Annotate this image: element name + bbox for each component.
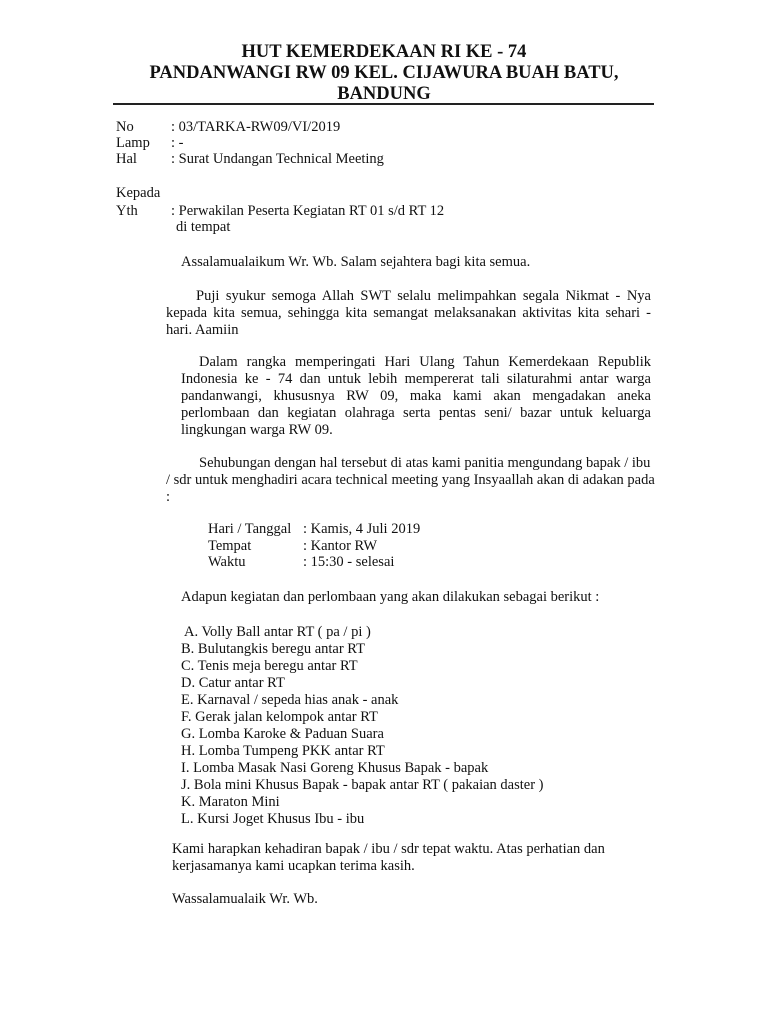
hal-value: : Surat Undangan Technical Meeting: [171, 151, 384, 167]
activities-intro: Adapun kegiatan dan perlombaan yang akan dilakukan sebagai berikut :: [181, 589, 600, 605]
header-line-1: HUT KEMERDEKAAN RI KE - 74: [241, 42, 527, 62]
lamp-value: : -: [171, 135, 184, 151]
paragraph-3: Sehubungan dengan hal tersebut di atas kami panitia mengundang bapak / ibu / sdr untuk menghadiri acara technical meeting yang Insyaallah akan di adakan pada :: [166, 455, 655, 505]
no-label: No: [116, 119, 134, 135]
hal-label: Hal: [116, 151, 137, 167]
list-item: C. Tenis meja beregu antar RT: [181, 658, 358, 674]
salutation: Wassalamualaik Wr. Wb.: [172, 891, 318, 907]
header-line-2: PANDANWANGI RW 09 KEL. CIJAWURA BUAH BATU,: [149, 63, 619, 83]
list-item: E. Karnaval / sepeda hias anak - anak: [181, 692, 399, 708]
event-place-label: Tempat: [208, 538, 252, 554]
list-item: L. Kursi Joget Khusus Ibu - ibu: [181, 811, 365, 827]
activities-list: [181, 624, 543, 828]
event-time-value: : 15:30 - selesai: [303, 554, 395, 570]
header-divider: [113, 103, 654, 105]
list-item: I. Lomba Masak Nasi Goreng Khusus Bapak - bapak: [181, 760, 489, 776]
list-item: B. Bulutangkis beregu antar RT: [181, 641, 365, 657]
list-item: J. Bola mini Khusus Bapak - bapak antar RT ( pakaian daster ): [181, 777, 544, 793]
event-day-value: : Kamis, 4 Juli 2019: [303, 521, 421, 537]
paragraph-2: Dalam rangka memperingati Hari Ulang Tahun Kemerdekaan Republik Indonesia ke - 74 dan untuk lebih mempererat tali silaturahmi antar warga pandanwangi, khususnya RW 09, maka kami akan mengadakan aneka perlombaan dan kegiatan olahraga serta pentas seni/ bazar untuk keluarga lingkungan warga RW 09.: [181, 354, 651, 438]
lamp-label: Lamp: [116, 135, 150, 151]
list-item: A. Volly Ball antar RT ( pa / pi ): [184, 624, 371, 640]
no-value: : 03/TARKA-RW09/VI/2019: [171, 119, 341, 135]
list-item: H. Lomba Tumpeng PKK antar RT: [181, 743, 385, 759]
yth-value: : Perwakilan Peserta Kegiatan RT 01 s/d RT 12: [171, 203, 445, 219]
list-item: G. Lomba Karoke & Paduan Suara: [181, 726, 384, 742]
event-time-label: Waktu: [208, 554, 246, 570]
event-place-value: : Kantor RW: [303, 538, 378, 554]
list-item: F. Gerak jalan kelompok antar RT: [181, 709, 378, 725]
kepada-label: Kepada: [116, 185, 161, 201]
greeting: Assalamualaikum Wr. Wb. Salam sejahtera bagi kita semua.: [181, 254, 531, 270]
yth-label: Yth: [116, 203, 138, 219]
list-item: K. Maraton Mini: [181, 794, 280, 810]
closing-paragraph: Kami harapkan kehadiran bapak / ibu / sdr tepat waktu. Atas perhatian dan kerjasamanya kami ucapkan terima kasih.: [172, 841, 605, 874]
recipient-place: di tempat: [176, 219, 231, 235]
event-day-label: Hari / Tanggal: [208, 521, 292, 537]
header-line-3: BANDUNG: [337, 84, 431, 104]
paragraph-1: Puji syukur semoga Allah SWT selalu melimpahkan segala Nikmat - Nya kepada kita semua, sehingga kita semangat melaksanakan aktivitas kita sehari - hari. Aamiin: [166, 288, 651, 338]
list-item: D. Catur antar RT: [181, 675, 285, 691]
letter-header: [113, 42, 655, 105]
